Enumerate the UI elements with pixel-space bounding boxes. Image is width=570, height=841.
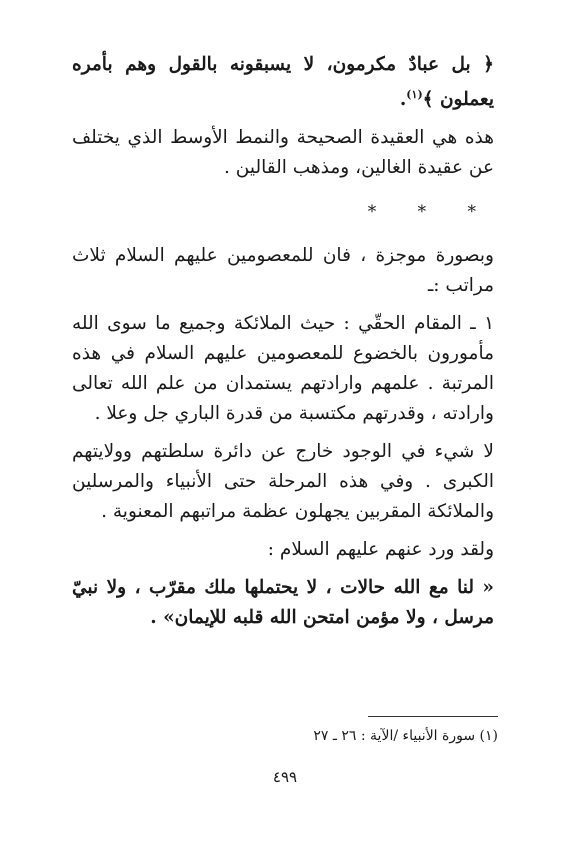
footnote: (١) سورة الأنبياء /الآية : ٢٦ ـ ٢٧ bbox=[313, 728, 498, 744]
page-body bbox=[72, 50, 494, 633]
footnote-ref[interactable]: (١) bbox=[406, 88, 423, 101]
quote-open-bracket: ﴿ bbox=[483, 54, 494, 75]
paragraph-nothing-outside: لا شيء في الوجود خارج عن دائرة سلطتهم وولايتهم الكبرى . وفي هذه المرحلة حتى الأنبياء والمرسلين والملائكة المقربين يجهلون عظمة مراتبهم المعنوية . bbox=[72, 441, 494, 523]
hadith-quote bbox=[72, 573, 494, 633]
page-number: ٤٩٩ bbox=[272, 768, 298, 786]
paragraph-rank-one: ١ ـ المقام الحقّي : حيث الملائكة وجميع ما سوى الله مأمورون بالخضوع للمعصومين عليهم السلام في هذه المرتبة . علمهم وارادتهم يستمدان من علم الله تعالى وارادته ، وقدرتهم مكتسبة من قدرة الباري جل وعلا . bbox=[72, 313, 494, 425]
quote-text: بل عبادٌ مكرمون، لا يسبقونه بالقول وهم بأمره يعملون bbox=[72, 54, 494, 111]
hadith-end: . bbox=[150, 607, 157, 629]
quote-close-bracket: ﴾ bbox=[422, 89, 434, 111]
section-separator: * * * bbox=[367, 202, 494, 223]
quote-end: . bbox=[399, 89, 407, 111]
paragraph-creed: هذه هي العقيدة الصحيحة والنمط الأوسط الذي يختلف عن عقيدة الغالين، ومذهب القالين . bbox=[72, 127, 494, 179]
quran-quote bbox=[72, 50, 494, 115]
footnote-divider bbox=[368, 716, 498, 717]
paragraph-narrated: ولقد ورد عنهم عليهم السلام : bbox=[267, 539, 494, 561]
hadith-text: « لنا مع الله حالات ، لا يحتملها ملك مقرّب ، ولا نبيّ مرسل ، ولا مؤمن امتحن الله قلبه للإيمان» bbox=[72, 577, 494, 629]
paragraph-intro: وبصورة موجزة ، فان للمعصومين عليهم السلام ثلاث مراتب :ـ bbox=[72, 245, 494, 297]
